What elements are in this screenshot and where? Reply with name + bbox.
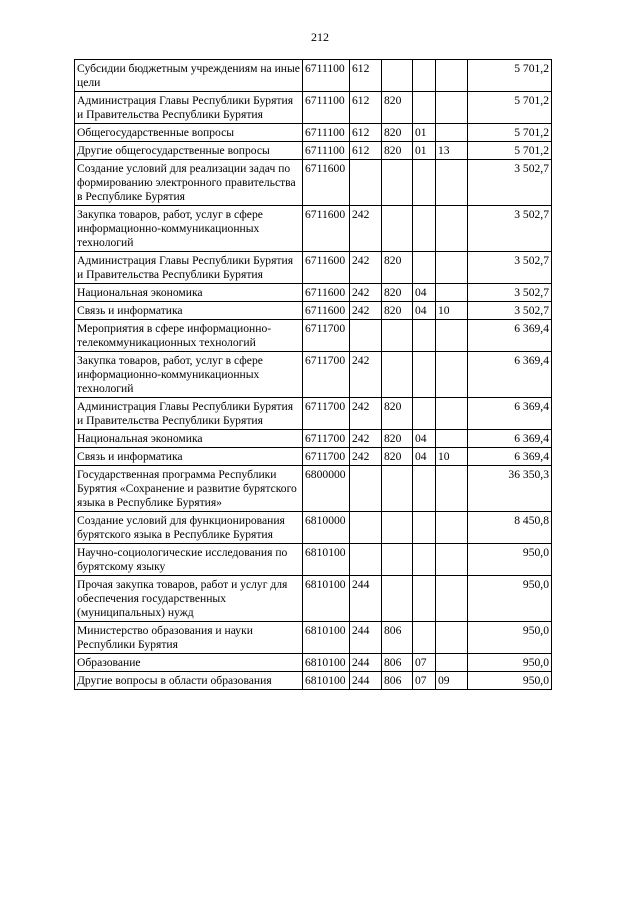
expense-type-code-cell: 612 [350,60,382,92]
row-name-cell: Администрация Главы Республики Бурятия и Правительства Республики Бурятия [75,252,303,284]
amount-cell: 5 701,2 [468,60,552,92]
target-article-code-cell: 6711100 [303,60,350,92]
expense-type-code-cell: 242 [350,302,382,320]
row-name-cell: Закупка товаров, работ, услуг в сфере информационно-коммуникационных технологий [75,352,303,398]
ministry-code-cell [382,60,413,92]
amount-cell: 8 450,8 [468,512,552,544]
amount-cell: 3 502,7 [468,252,552,284]
subsection-code-cell [436,654,468,672]
amount-cell: 5 701,2 [468,124,552,142]
expense-type-code-cell: 612 [350,142,382,160]
target-article-code-cell: 6711700 [303,448,350,466]
budget-table [74,59,552,690]
table-row [75,398,552,430]
row-name-cell: Национальная экономика [75,284,303,302]
amount-cell: 3 502,7 [468,206,552,252]
subsection-code-cell [436,160,468,206]
target-article-code-cell: 6711100 [303,124,350,142]
subsection-code-cell [436,60,468,92]
table-row [75,302,552,320]
amount-cell: 5 701,2 [468,142,552,160]
section-code-cell: 04 [413,302,436,320]
expense-type-code-cell [350,466,382,512]
table-row [75,672,552,690]
ministry-code-cell [382,544,413,576]
ministry-code-cell: 820 [382,430,413,448]
ministry-code-cell: 820 [382,448,413,466]
target-article-code-cell: 6810000 [303,512,350,544]
expense-type-code-cell [350,544,382,576]
subsection-code-cell [436,124,468,142]
budget-table-body [75,60,552,690]
ministry-code-cell: 820 [382,142,413,160]
table-row [75,654,552,672]
table-row [75,320,552,352]
section-code-cell [413,206,436,252]
amount-cell: 950,0 [468,622,552,654]
subsection-code-cell [436,398,468,430]
ministry-code-cell: 820 [382,302,413,320]
section-code-cell: 04 [413,430,436,448]
subsection-code-cell [436,320,468,352]
section-code-cell [413,466,436,512]
amount-cell: 6 369,4 [468,448,552,466]
section-code-cell [413,398,436,430]
ministry-code-cell: 820 [382,284,413,302]
table-row [75,92,552,124]
target-article-code-cell: 6711600 [303,206,350,252]
section-code-cell: 04 [413,284,436,302]
section-code-cell [413,544,436,576]
expense-type-code-cell [350,512,382,544]
amount-cell: 6 369,4 [468,430,552,448]
target-article-code-cell: 6711600 [303,302,350,320]
table-row [75,252,552,284]
section-code-cell [413,60,436,92]
table-row [75,352,552,398]
expense-type-code-cell: 244 [350,672,382,690]
row-name-cell: Создание условий для функционирования бурятского языка в Республике Бурятия [75,512,303,544]
row-name-cell: Администрация Главы Республики Бурятия и Правительства Республики Бурятия [75,398,303,430]
ministry-code-cell: 820 [382,124,413,142]
table-row [75,512,552,544]
expense-type-code-cell: 242 [350,430,382,448]
amount-cell: 950,0 [468,654,552,672]
row-name-cell: Государственная программа Республики Бурятия «Сохранение и развитие бурятского языка в Республике Бурятия» [75,466,303,512]
expense-type-code-cell: 242 [350,206,382,252]
table-row [75,576,552,622]
section-code-cell [413,576,436,622]
section-code-cell [413,512,436,544]
expense-type-code-cell: 242 [350,448,382,466]
amount-cell: 5 701,2 [468,92,552,124]
target-article-code-cell: 6711700 [303,430,350,448]
ministry-code-cell [382,352,413,398]
target-article-code-cell: 6711600 [303,160,350,206]
section-code-cell: 04 [413,448,436,466]
amount-cell: 3 502,7 [468,284,552,302]
row-name-cell: Общегосударственные вопросы [75,124,303,142]
table-row [75,544,552,576]
amount-cell: 950,0 [468,544,552,576]
ministry-code-cell: 820 [382,398,413,430]
ministry-code-cell: 820 [382,252,413,284]
amount-cell: 36 350,3 [468,466,552,512]
amount-cell: 950,0 [468,576,552,622]
table-row [75,60,552,92]
section-code-cell [413,622,436,654]
expense-type-code-cell [350,320,382,352]
amount-cell: 3 502,7 [468,302,552,320]
ministry-code-cell: 806 [382,672,413,690]
expense-type-code-cell: 242 [350,398,382,430]
table-row [75,124,552,142]
row-name-cell: Министерство образования и науки Республики Бурятия [75,622,303,654]
subsection-code-cell [436,252,468,284]
target-article-code-cell: 6711100 [303,142,350,160]
page-number: 212 [311,30,329,44]
target-article-code-cell: 6810100 [303,654,350,672]
expense-type-code-cell: 612 [350,92,382,124]
ministry-code-cell: 820 [382,92,413,124]
ministry-code-cell [382,206,413,252]
ministry-code-cell [382,466,413,512]
amount-cell: 6 369,4 [468,398,552,430]
ministry-code-cell [382,160,413,206]
target-article-code-cell: 6711100 [303,92,350,124]
table-row [75,206,552,252]
target-article-code-cell: 6810100 [303,672,350,690]
section-code-cell [413,252,436,284]
row-name-cell: Другие общегосударственные вопросы [75,142,303,160]
amount-cell: 6 369,4 [468,352,552,398]
section-code-cell [413,320,436,352]
row-name-cell: Администрация Главы Республики Бурятия и Правительства Республики Бурятия [75,92,303,124]
subsection-code-cell: 09 [436,672,468,690]
ministry-code-cell [382,576,413,622]
target-article-code-cell: 6810100 [303,622,350,654]
subsection-code-cell [436,206,468,252]
subsection-code-cell: 10 [436,302,468,320]
target-article-code-cell: 6711700 [303,352,350,398]
target-article-code-cell: 6711700 [303,320,350,352]
section-code-cell [413,352,436,398]
row-name-cell: Субсидии бюджетным учреждениям на иные цели [75,60,303,92]
ministry-code-cell: 806 [382,654,413,672]
row-name-cell: Связь и информатика [75,448,303,466]
amount-cell: 3 502,7 [468,160,552,206]
subsection-code-cell [436,352,468,398]
expense-type-code-cell: 242 [350,352,382,398]
expense-type-code-cell: 242 [350,284,382,302]
subsection-code-cell [436,544,468,576]
target-article-code-cell: 6711700 [303,398,350,430]
table-row [75,622,552,654]
row-name-cell: Создание условий для реализации задач по формированию электронного правительства в Республике Бурятия [75,160,303,206]
subsection-code-cell: 10 [436,448,468,466]
expense-type-code-cell [350,160,382,206]
subsection-code-cell [436,430,468,448]
subsection-code-cell [436,622,468,654]
section-code-cell [413,160,436,206]
section-code-cell: 01 [413,142,436,160]
amount-cell: 950,0 [468,672,552,690]
table-row [75,430,552,448]
table-row [75,142,552,160]
row-name-cell: Мероприятия в сфере информационно-телекоммуникационных технологий [75,320,303,352]
row-name-cell: Прочая закупка товаров, работ и услуг для обеспечения государственных (муниципальных) нужд [75,576,303,622]
section-code-cell: 07 [413,672,436,690]
target-article-code-cell: 6711600 [303,284,350,302]
table-row [75,160,552,206]
ministry-code-cell [382,320,413,352]
expense-type-code-cell: 244 [350,576,382,622]
subsection-code-cell [436,576,468,622]
table-row [75,466,552,512]
subsection-code-cell [436,512,468,544]
subsection-code-cell [436,92,468,124]
row-name-cell: Связь и информатика [75,302,303,320]
expense-type-code-cell: 612 [350,124,382,142]
table-row [75,448,552,466]
expense-type-code-cell: 244 [350,622,382,654]
target-article-code-cell: 6810100 [303,576,350,622]
table-row [75,284,552,302]
row-name-cell: Другие вопросы в области образования [75,672,303,690]
subsection-code-cell: 13 [436,142,468,160]
amount-cell: 6 369,4 [468,320,552,352]
row-name-cell: Закупка товаров, работ, услуг в сфере информационно-коммуникационных технологий [75,206,303,252]
target-article-code-cell: 6810100 [303,544,350,576]
expense-type-code-cell: 242 [350,252,382,284]
row-name-cell: Научно-социологические исследования по бурятскому языку [75,544,303,576]
target-article-code-cell: 6800000 [303,466,350,512]
ministry-code-cell [382,512,413,544]
ministry-code-cell: 806 [382,622,413,654]
row-name-cell: Национальная экономика [75,430,303,448]
section-code-cell: 01 [413,124,436,142]
target-article-code-cell: 6711600 [303,252,350,284]
subsection-code-cell [436,466,468,512]
section-code-cell: 07 [413,654,436,672]
subsection-code-cell [436,284,468,302]
expense-type-code-cell: 244 [350,654,382,672]
section-code-cell [413,92,436,124]
row-name-cell: Образование [75,654,303,672]
